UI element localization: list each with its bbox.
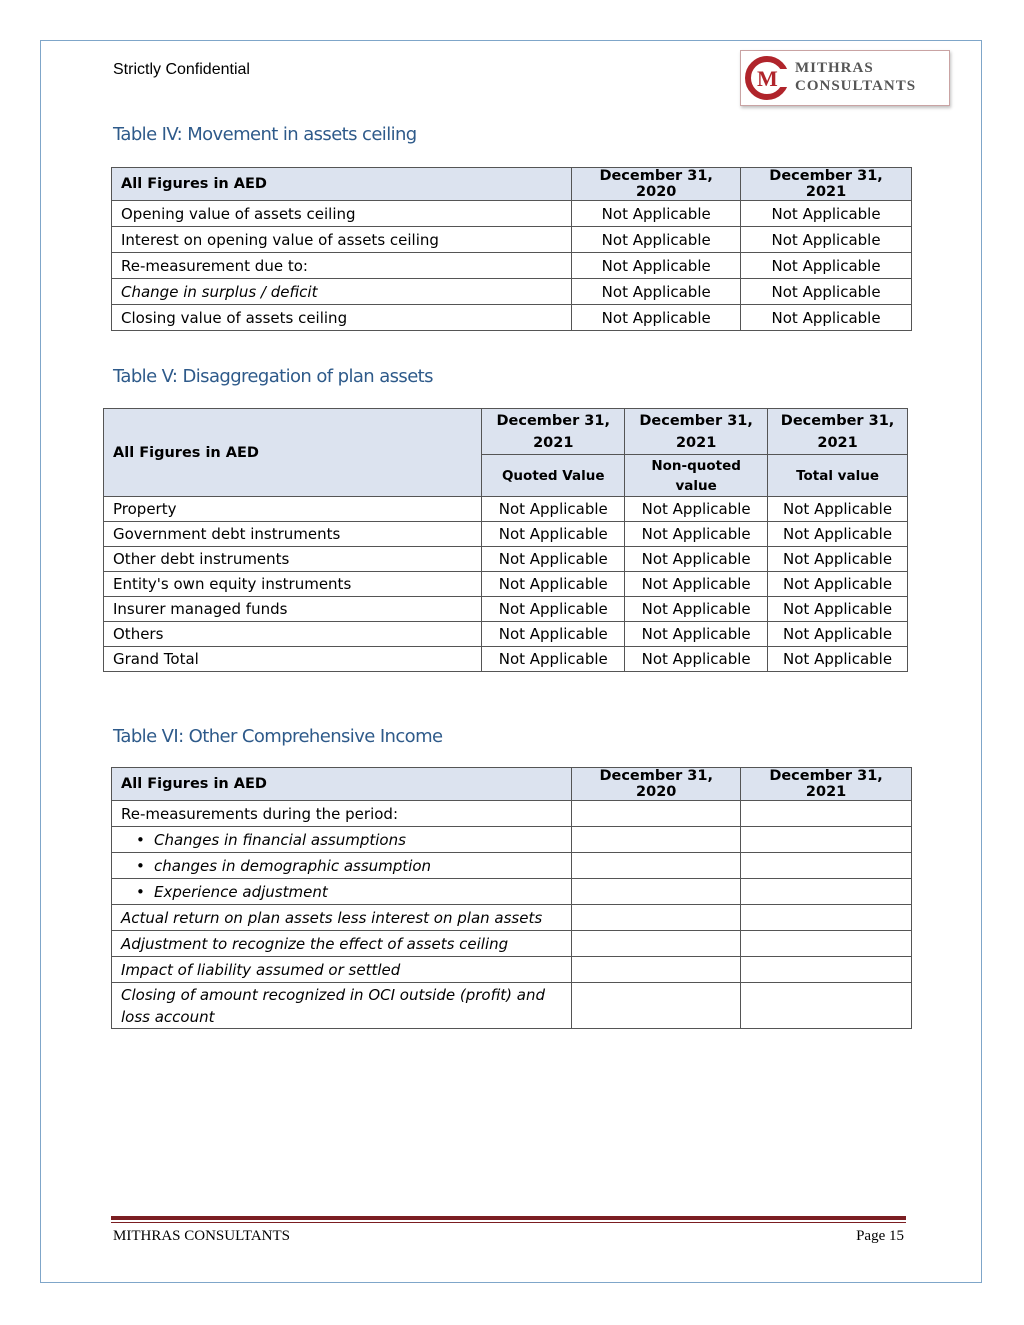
row-label: Actual return on plan assets less interest on plan assets — [112, 905, 572, 931]
table-row — [104, 647, 908, 672]
column-header: All Figures in AED — [112, 768, 572, 801]
row-label: Property — [104, 497, 482, 522]
column-header: December 31, 2020 — [572, 168, 741, 201]
cell-value — [741, 879, 912, 905]
table-row — [112, 201, 912, 227]
table-row — [104, 572, 908, 597]
row-label: Other debt instruments — [104, 547, 482, 572]
cell-value: Not Applicable — [741, 201, 912, 227]
table-row — [112, 931, 912, 957]
cell-value: Not Applicable — [741, 279, 912, 305]
cell-value: Not Applicable — [741, 253, 912, 279]
cell-value: Not Applicable — [482, 497, 625, 522]
cell-value — [572, 931, 741, 957]
cell-value: Not Applicable — [768, 547, 908, 572]
cell-value: Not Applicable — [572, 253, 741, 279]
cell-value: Not Applicable — [482, 547, 625, 572]
cell-value: Not Applicable — [768, 647, 908, 672]
cell-value: Not Applicable — [625, 572, 768, 597]
cell-value: Not Applicable — [768, 572, 908, 597]
column-subheader: Non-quoted value — [625, 455, 768, 497]
table-row — [112, 253, 912, 279]
column-header: December 31, 2021 — [741, 768, 912, 801]
cell-value: Not Applicable — [768, 622, 908, 647]
cell-value: Not Applicable — [741, 227, 912, 253]
cell-value: Not Applicable — [625, 497, 768, 522]
table-row — [112, 227, 912, 253]
cell-value: Not Applicable — [625, 522, 768, 547]
row-label: • changes in demographic assumption — [112, 853, 572, 879]
table-row — [112, 305, 912, 331]
table6-title: Table VI: Other Comprehensive Income — [113, 726, 443, 747]
row-label: Grand Total — [104, 647, 482, 672]
table-row — [112, 827, 912, 853]
footer-divider — [111, 1216, 906, 1220]
row-label: • Changes in financial assumptions — [112, 827, 572, 853]
cell-value: Not Applicable — [482, 622, 625, 647]
cell-value — [741, 827, 912, 853]
cell-value — [572, 905, 741, 931]
cell-value: Not Applicable — [625, 647, 768, 672]
column-header: All Figures in AED — [112, 168, 572, 201]
cell-value — [741, 957, 912, 983]
column-header: December 31, 2021 — [768, 409, 908, 455]
table-row — [104, 522, 908, 547]
cell-value — [741, 905, 912, 931]
cell-value: Not Applicable — [625, 547, 768, 572]
cell-value: Not Applicable — [768, 522, 908, 547]
table-header-row — [112, 168, 912, 201]
row-label: Government debt instruments — [104, 522, 482, 547]
row-label: • Experience adjustment — [112, 879, 572, 905]
cell-value — [572, 827, 741, 853]
row-label: Others — [104, 622, 482, 647]
company-logo — [740, 50, 950, 106]
table-row — [112, 853, 912, 879]
table-row — [104, 497, 908, 522]
column-header: All Figures in AED — [104, 409, 482, 497]
row-label: Change in surplus / deficit — [112, 279, 572, 305]
row-label: Adjustment to recognize the effect of assets ceiling — [112, 931, 572, 957]
cell-value — [572, 879, 741, 905]
table6-oci — [111, 767, 912, 1029]
cell-value: Not Applicable — [768, 597, 908, 622]
table-header-row — [112, 768, 912, 801]
cell-value — [572, 983, 741, 1029]
table4-title: Table IV: Movement in assets ceiling — [113, 124, 417, 145]
row-label: Closing value of assets ceiling — [112, 305, 572, 331]
table5-plan-assets — [103, 408, 908, 672]
table-header-row — [104, 409, 908, 455]
cell-value: Not Applicable — [482, 647, 625, 672]
table5-title: Table V: Disaggregation of plan assets — [113, 366, 433, 387]
table-row — [112, 801, 912, 827]
column-subheader: Quoted Value — [482, 455, 625, 497]
row-label: Interest on opening value of assets ceiling — [112, 227, 572, 253]
cell-value — [741, 801, 912, 827]
cell-value: Not Applicable — [741, 305, 912, 331]
column-header: December 31, 2021 — [741, 168, 912, 201]
table-row — [112, 279, 912, 305]
footer-divider-thin — [111, 1222, 906, 1223]
cell-value: Not Applicable — [768, 497, 908, 522]
confidential-label: Strictly Confidential — [113, 61, 250, 78]
cell-value: Not Applicable — [572, 279, 741, 305]
cell-value: Not Applicable — [572, 201, 741, 227]
logo-mark-icon — [745, 55, 793, 101]
table-row — [104, 622, 908, 647]
logo-text-line2: CONSULTANTS — [795, 78, 917, 94]
table-row — [112, 905, 912, 931]
row-label: Re-measurements during the period: — [112, 801, 572, 827]
cell-value — [741, 983, 912, 1029]
row-label: Re-measurement due to: — [112, 253, 572, 279]
table-row — [112, 983, 912, 1029]
table-row — [112, 879, 912, 905]
cell-value: Not Applicable — [482, 572, 625, 597]
table-row — [104, 597, 908, 622]
cell-value — [572, 801, 741, 827]
cell-value: Not Applicable — [625, 597, 768, 622]
column-header: December 31, 2021 — [625, 409, 768, 455]
cell-value: Not Applicable — [572, 227, 741, 253]
cell-value: Not Applicable — [572, 305, 741, 331]
table-row — [104, 547, 908, 572]
column-header: December 31, 2021 — [482, 409, 625, 455]
footer-company: MITHRAS CONSULTANTS — [113, 1228, 291, 1244]
row-label: Opening value of assets ceiling — [112, 201, 572, 227]
row-label: Closing of amount recognized in OCI outside (profit) and loss account — [112, 983, 572, 1029]
row-label: Impact of liability assumed or settled — [112, 957, 572, 983]
logo-text-line1: MITHRAS — [795, 60, 874, 76]
row-label: Insurer managed funds — [104, 597, 482, 622]
cell-value — [572, 853, 741, 879]
cell-value: Not Applicable — [625, 622, 768, 647]
table-row — [112, 957, 912, 983]
column-subheader: Total value — [768, 455, 908, 497]
cell-value: Not Applicable — [482, 597, 625, 622]
cell-value — [741, 853, 912, 879]
svg-text:M: M — [757, 66, 778, 91]
column-header: December 31, 2020 — [572, 768, 741, 801]
page-number: Page 15 — [856, 1228, 904, 1244]
cell-value: Not Applicable — [482, 522, 625, 547]
cell-value — [572, 957, 741, 983]
table4-assets-ceiling — [111, 167, 912, 331]
cell-value — [741, 931, 912, 957]
row-label: Entity's own equity instruments — [104, 572, 482, 597]
